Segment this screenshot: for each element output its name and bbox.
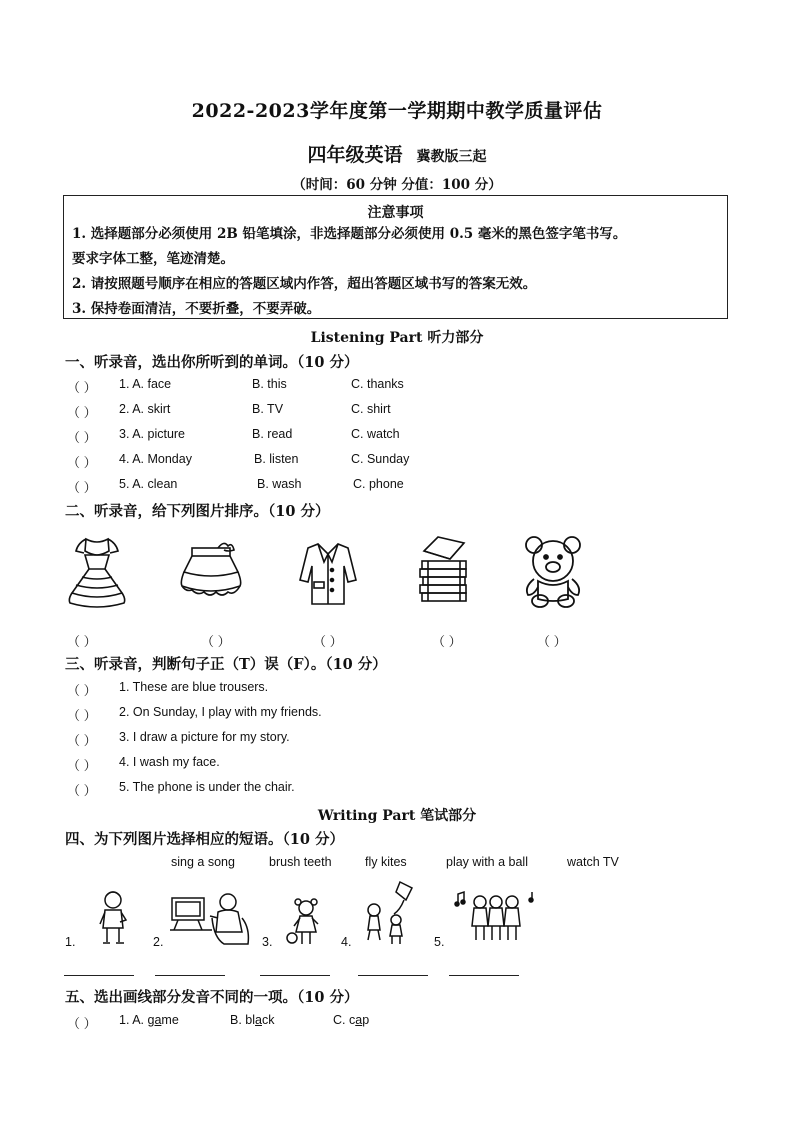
phrase-option: sing a song bbox=[171, 855, 235, 869]
boy-brushing-teeth-icon bbox=[96, 890, 130, 948]
picture-number: 1. bbox=[65, 935, 76, 949]
option-c-rest: p bbox=[362, 1013, 370, 1027]
notice-item: 3. 保持卷面清洁，不要折叠，不要弄破。 bbox=[72, 301, 321, 317]
option-c: C. shirt bbox=[351, 402, 391, 416]
option-c: C. Sunday bbox=[351, 452, 410, 466]
notice-title: 注意事项 bbox=[367, 205, 424, 221]
answer-bracket[interactable]: （ ） bbox=[67, 405, 97, 420]
option-b-rest: ck bbox=[261, 1013, 275, 1027]
option-b bbox=[230, 1013, 274, 1027]
answer-blank[interactable] bbox=[260, 975, 330, 976]
answer-bracket[interactable]: （ ） bbox=[313, 634, 343, 649]
girl-with-ball-icon bbox=[286, 898, 324, 950]
picture-number: 3. bbox=[262, 935, 273, 949]
option-b: B. this bbox=[252, 377, 287, 391]
edition-label: 冀教版三起 bbox=[416, 149, 487, 165]
skirt-icon bbox=[176, 542, 246, 602]
option-c: C. thanks bbox=[351, 377, 404, 391]
option-a: 2. A. skirt bbox=[119, 402, 171, 416]
phrase-option: brush teeth bbox=[269, 855, 332, 869]
option-b: B. listen bbox=[254, 452, 299, 466]
teddy-bear-icon bbox=[520, 533, 586, 609]
option-b: B. wash bbox=[257, 477, 302, 491]
statement: 1. These are blue trousers. bbox=[119, 680, 269, 694]
answer-bracket[interactable]: （ ） bbox=[67, 480, 97, 495]
answer-bracket[interactable]: （ ） bbox=[67, 683, 97, 698]
answer-bracket[interactable]: （ ） bbox=[67, 783, 97, 798]
answer-bracket[interactable]: （ ） bbox=[432, 634, 462, 649]
exam-title: 2022-2023学年度第一学期期中教学质量评估 bbox=[191, 100, 603, 122]
option-a bbox=[119, 1013, 179, 1027]
option-a: 3. A. picture bbox=[119, 427, 186, 441]
answer-blank[interactable] bbox=[155, 975, 225, 976]
option-c bbox=[333, 1013, 369, 1027]
answer-bracket[interactable]: （ ） bbox=[67, 733, 97, 748]
option-c: C. watch bbox=[351, 427, 400, 441]
answer-bracket[interactable]: （ ） bbox=[201, 634, 231, 649]
phrase-option: fly kites bbox=[365, 855, 407, 869]
option-a: 1. A. face bbox=[119, 377, 172, 391]
question-5-title: 五、选出画线部分发音不同的一项。（10 分） bbox=[65, 989, 359, 1006]
statement: 4. I wash my face. bbox=[119, 755, 220, 769]
notice-box bbox=[63, 195, 728, 319]
underlined-letters: a bbox=[355, 1013, 363, 1027]
listening-heading: Listening Part 听力部分 bbox=[310, 330, 484, 346]
picture-number: 4. bbox=[341, 935, 352, 949]
option-b-prefix: B. bl bbox=[230, 1013, 256, 1027]
books-icon bbox=[414, 533, 474, 605]
grade-subject: 四年级英语 bbox=[307, 144, 403, 166]
exam-subtitle bbox=[0, 140, 794, 167]
underlined-letters: ga bbox=[147, 1013, 162, 1027]
answer-blank[interactable] bbox=[449, 975, 519, 976]
answer-bracket[interactable]: （ ） bbox=[67, 1016, 97, 1031]
question-2-title: 二、听录音，给下列图片排序。（10 分） bbox=[65, 503, 330, 520]
kids-singing-icon bbox=[454, 890, 538, 948]
option-c-prefix: C. c bbox=[333, 1013, 356, 1027]
notice-item: 2. 请按照题号顺序在相应的答题区域内作答，超出答题区域书写的答案无效。 bbox=[72, 276, 537, 292]
picture-number: 5. bbox=[434, 935, 445, 949]
notice-item: 要求字体工整，笔迹清楚。 bbox=[72, 251, 234, 267]
coat-icon bbox=[296, 540, 360, 610]
notice-item: 1. 选择题部分必须使用 2B 铅笔填涂，非选择题部分必须使用 0.5 毫米的黑色签字笔书写。 bbox=[72, 226, 627, 242]
answer-bracket[interactable]: （ ） bbox=[67, 634, 97, 649]
kid-watching-tv-icon bbox=[168, 888, 250, 950]
underlined-letters: a bbox=[255, 1013, 262, 1027]
option-b: B. TV bbox=[252, 402, 284, 416]
option-a-rest: me bbox=[161, 1013, 179, 1027]
question-1-title: 一、听录音，选出你所听到的单词。（10 分） bbox=[65, 354, 359, 371]
question-4-title: 四、为下列图片选择相应的短语。（10 分） bbox=[65, 831, 344, 848]
statement: 3. I draw a picture for my story. bbox=[119, 730, 290, 744]
answer-blank[interactable] bbox=[64, 975, 134, 976]
answer-bracket[interactable]: （ ） bbox=[67, 380, 97, 395]
exam-timing: （时间：60 分钟 分值：100 分） bbox=[292, 177, 502, 193]
statement: 2. On Sunday, I play with my friends. bbox=[119, 705, 322, 719]
answer-bracket[interactable]: （ ） bbox=[67, 455, 97, 470]
option-a: 5. A. clean bbox=[119, 477, 178, 491]
kids-flying-kite-icon bbox=[360, 880, 418, 946]
question-3-title: 三、听录音，判断句子正（T）误（F）。（10 分） bbox=[65, 656, 387, 673]
option-c: C. phone bbox=[353, 477, 404, 491]
phrase-option: watch TV bbox=[567, 855, 619, 869]
answer-bracket[interactable]: （ ） bbox=[537, 634, 567, 649]
option-b: B. read bbox=[252, 427, 293, 441]
answer-bracket[interactable]: （ ） bbox=[67, 430, 97, 445]
phrase-option: play with a ball bbox=[446, 855, 528, 869]
option-a-prefix: 1. A. bbox=[119, 1013, 148, 1027]
dress-icon bbox=[62, 535, 132, 610]
answer-bracket[interactable]: （ ） bbox=[67, 708, 97, 723]
option-a: 4. A. Monday bbox=[119, 452, 192, 466]
writing-heading: Writing Part 笔试部分 bbox=[317, 808, 477, 824]
answer-blank[interactable] bbox=[358, 975, 428, 976]
answer-bracket[interactable]: （ ） bbox=[67, 758, 97, 773]
statement: 5. The phone is under the chair. bbox=[119, 780, 295, 794]
picture-number: 2. bbox=[153, 935, 164, 949]
